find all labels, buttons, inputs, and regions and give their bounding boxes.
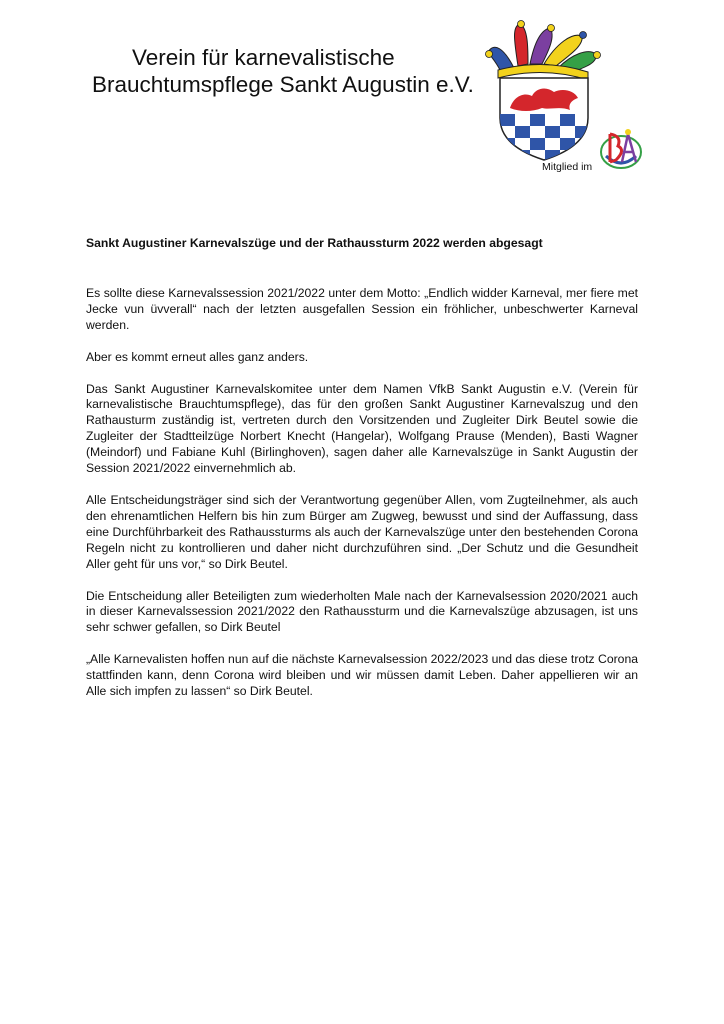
article-headline: Sankt Augustiner Karnevalszüge und der Rathaussturm 2022 werden abgesagt — [86, 236, 543, 250]
paragraph-3: Das Sankt Augustiner Karnevalskomitee unter dem Namen VfkB Sankt Augustin e.V. (Verein für karnevalistische Brauchtumspflege), das für den großen Sankt Augustiner Karnevalszug und den Rathausturm zuständig ist, vertreten durch den Vorsitzenden und Zugleiter Dirk Beutel sowie die Zugleiter der Stadtteilzüge Norbert Knecht (Hangelar), Wolfgang Prause (Menden), Basti Wagner (Meindorf) und Fabiane Kuhl (Birlinghoven), sagen daher alle Karnevalszüge in Sankt Augustin der Session 2021/2022 einvernehmlich ab. — [86, 381, 638, 476]
paragraph-2: Aber es kommt erneut alles ganz anders. — [86, 349, 309, 364]
paragraph-4: Alle Entscheidungsträger sind sich der Verantwortung gegenüber Allen, vom Zugteilnehmer, als auch den ehrenamtlichen Helfern bis hin zum Bürger am Zugweg, bewusst und sind der Auffassung, dass eine Durchführbarkeit des Rathaussturms als auch der Karnevalszüge unter den bestehenden Corona Regeln nicht zu kontrollieren und daher nicht durchzuführen sind. „Der Schutz und die Gesundheit Aller geht für uns vor,“ so Dirk Beutel. — [86, 492, 638, 571]
paragraph-1: Es sollte diese Karnevalssession 2021/2022 unter dem Motto: „Endlich widder Karneval, mer fiere met Jecke vun üvverall“ nach der letzten ausgefallen Session ein fröhlicher, unbeschwerter Karneval werden. — [86, 285, 638, 332]
organization-title-line-1: Verein für karnevalistische — [132, 45, 395, 70]
association-member-logo — [598, 126, 644, 172]
organization-title-line-2: Brauchtumspflege Sankt Augustin e.V. — [92, 72, 474, 97]
member-of-label: Mitglied im — [542, 161, 593, 173]
organization-title — [92, 44, 474, 98]
jester-cap-crest-logo — [484, 18, 604, 163]
paragraph-6: „Alle Karnevalisten hoffen nun auf die nächste Karnevalsession 2022/2023 und das diese trotz Corona stattfinden kann, denn Corona wird bleiben und wir müssen damit Leben. Daher appellieren wir an Alle sich impfen zu lassen“ so Dirk Beutel. — [86, 652, 638, 699]
paragraph-5: Die Entscheidung aller Beteiligten zum wiederholten Male nach der Karnevalsession 2020/2021 auch in dieser Karnevalssession 2021/2022 den Rathaussturm und die Karnevalszüge abzusagen, ist uns sehr schwer gefallen, so Dirk Beutel — [86, 588, 638, 635]
press-release-body — [86, 236, 638, 716]
